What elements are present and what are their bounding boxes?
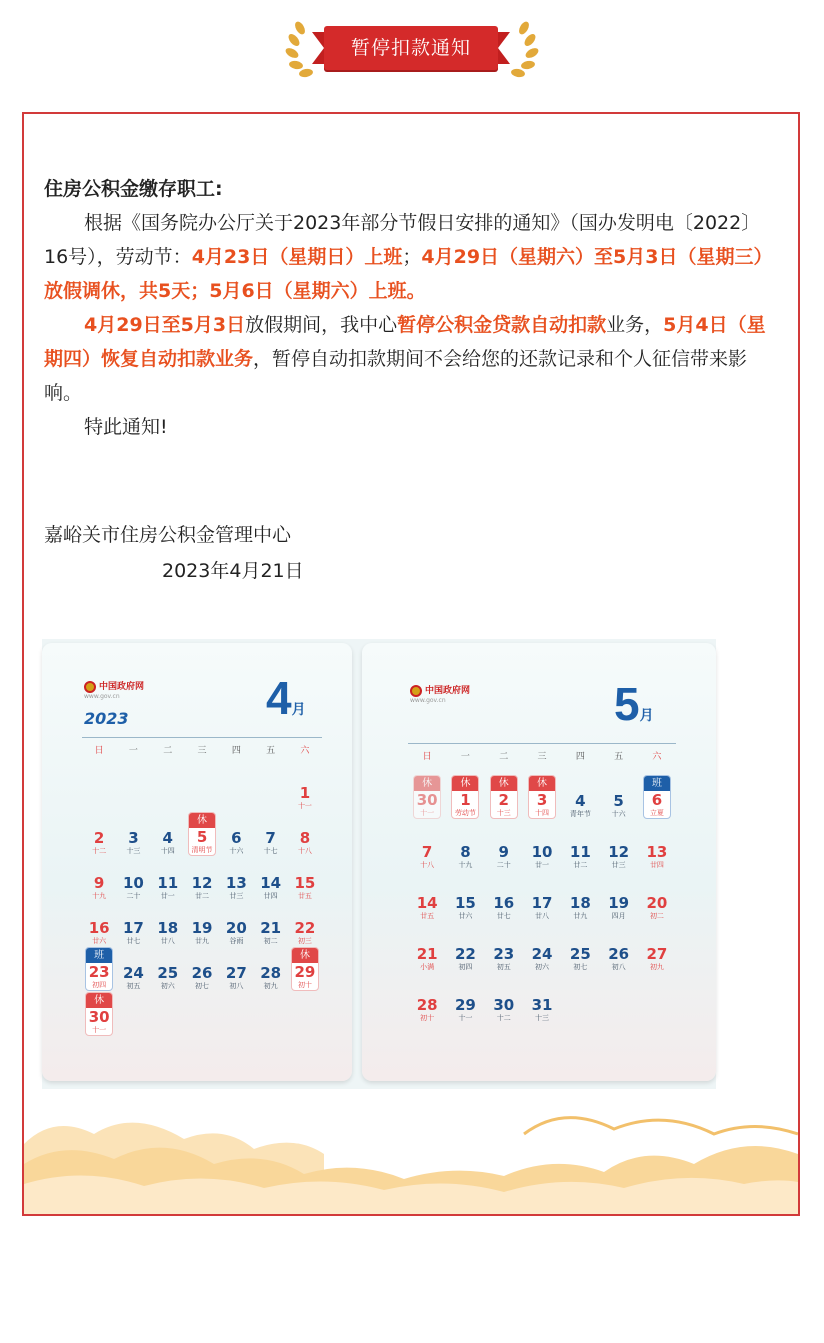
body-text: 业务， (606, 314, 664, 336)
day-number: 18 (569, 894, 591, 912)
month-num: 5 (614, 678, 640, 730)
lunar-label: 清明节 (191, 846, 213, 854)
workday-tag: 班 (644, 776, 670, 791)
lunar-label: 劳动节 (454, 809, 476, 817)
lunar-label: 十八 (297, 847, 312, 855)
calendar-day (257, 875, 285, 901)
highlight-text: 4月29日（星期六）至5月3日（星期三）放假调休，共5天；5月6日（星期六）上班。 (44, 246, 773, 302)
calendar-day (605, 793, 633, 819)
calendar-day (291, 920, 319, 946)
weekday-label: 日 (422, 752, 432, 762)
lunar-label: 初八 (611, 963, 626, 971)
lunar-label: 十三 (535, 1014, 550, 1022)
lunar-label: 四月 (611, 912, 626, 920)
lunar-label: 十六 (229, 847, 244, 855)
calendar-day (154, 965, 182, 991)
month-suffix: 月 (639, 707, 654, 723)
calendar-year: 2023 (84, 709, 129, 728)
day-number: 22 (455, 945, 476, 963)
gov-url: www.gov.cn (84, 692, 120, 700)
lunar-label: 初八 (229, 982, 244, 990)
signature: 嘉峪关市住房公积金管理中心 (44, 524, 292, 546)
month-number (614, 677, 654, 731)
lunar-label: 初三 (297, 937, 312, 945)
lunar-label: 十一 (297, 802, 312, 810)
day-number: 20 (225, 919, 247, 937)
calendar-day (528, 844, 556, 870)
body-text: 放假期间，我中心 (245, 314, 398, 336)
day-number: 21 (416, 945, 438, 963)
lunar-label: 初九 (649, 963, 664, 971)
month-number (266, 671, 306, 725)
greeting: 住房公积金缴存职工: (44, 178, 223, 200)
lunar-label: 廿八 (160, 937, 175, 945)
calendar-day (451, 946, 479, 972)
calendar-day (566, 844, 594, 870)
lunar-label: 廿七 (496, 912, 511, 920)
paragraph-1 (44, 206, 784, 308)
lunar-label: 初五 (496, 963, 511, 971)
national-emblem-icon (84, 681, 96, 693)
calendar-day (528, 775, 556, 819)
lunar-label: 青年节 (569, 810, 591, 818)
holiday-tag: 休 (189, 813, 215, 828)
lunar-label: 二十 (496, 861, 511, 869)
gov-url: www.gov.cn (410, 696, 446, 704)
body-text: ，暂停自动扣款期间不会给您的还款记录和个人征信带来影响。 (44, 348, 748, 404)
weekday-label: 二 (163, 746, 173, 756)
day-number: 8 (299, 829, 311, 847)
day-number: 29 (294, 963, 316, 981)
holiday-tag: 休 (414, 776, 440, 791)
weekday-label: 二 (499, 752, 509, 762)
lunar-label: 十九 (458, 861, 473, 869)
lunar-label: 十六 (611, 810, 626, 818)
holiday-tag: 休 (491, 776, 517, 791)
lunar-label: 廿六 (92, 937, 107, 945)
calendar-day (451, 844, 479, 870)
calendar-day (257, 830, 285, 856)
calendar-day (291, 785, 319, 811)
lunar-label: 廿一 (535, 861, 550, 869)
calendar-day (291, 947, 319, 991)
lunar-label: 廿六 (458, 912, 473, 920)
day-number: 28 (260, 964, 282, 982)
day-number: 8 (460, 843, 471, 861)
calendar-day (566, 946, 594, 972)
lunar-label: 廿二 (195, 892, 210, 900)
day-number: 1 (299, 784, 311, 802)
day-number: 27 (646, 945, 668, 963)
calendar-day (222, 920, 250, 946)
title-banner (278, 18, 546, 80)
calendar-day (451, 775, 479, 819)
day-number: 21 (260, 919, 282, 937)
lunar-label: 十二 (92, 847, 107, 855)
lunar-label: 十一 (92, 1026, 107, 1034)
lunar-label: 十三 (126, 847, 141, 855)
body-text: ； (402, 246, 422, 268)
lunar-label: 立夏 (649, 809, 664, 817)
calendar-day (188, 965, 216, 991)
holiday-calendar-image (42, 639, 716, 1089)
day-number: 1 (460, 791, 471, 809)
day-number: 12 (608, 843, 630, 861)
highlight-text: 暂停公积金贷款自动扣款 (397, 314, 607, 336)
day-number: 6 (231, 829, 242, 847)
calendar-day (413, 775, 441, 819)
calendar-day (154, 875, 182, 901)
day-number: 14 (260, 874, 282, 892)
lunar-label: 十九 (92, 892, 107, 900)
calendar-day (222, 875, 250, 901)
calendar-day (528, 997, 556, 1023)
month-num: 4 (266, 672, 292, 724)
day-number: 2 (93, 829, 105, 847)
lunar-label: 初五 (126, 982, 141, 990)
day-number: 9 (498, 843, 509, 861)
day-number: 15 (294, 874, 316, 892)
calendar-rule (408, 743, 676, 744)
calendar-day (490, 844, 518, 870)
lunar-label: 小满 (420, 963, 435, 971)
notice-date: 2023年4月21日 (162, 560, 304, 582)
calendar-day (413, 997, 441, 1023)
day-number: 19 (608, 894, 630, 912)
day-number: 30 (493, 996, 515, 1014)
calendar-day (119, 830, 147, 856)
highlight-text: 4月23日（星期日）上班 (191, 246, 403, 268)
day-number: 30 (88, 1008, 110, 1026)
gov-brand: 中国政府网 (99, 682, 145, 692)
day-number: 13 (225, 874, 247, 892)
weekday-label: 四 (231, 746, 241, 756)
lunar-label: 廿五 (420, 912, 435, 920)
calendar-day (257, 920, 285, 946)
day-number: 26 (608, 945, 630, 963)
gov-brand: 中国政府网 (425, 686, 471, 696)
weekday-label: 五 (614, 752, 624, 762)
lunar-label: 初六 (160, 982, 175, 990)
calendar-day (222, 965, 250, 991)
day-number: 7 (421, 843, 433, 861)
calendar-day (188, 812, 216, 856)
lunar-label: 谷雨 (229, 937, 244, 945)
lunar-label: 廿四 (649, 861, 664, 869)
calendar-day (566, 895, 594, 921)
lunar-label: 十七 (263, 847, 278, 855)
day-number: 9 (93, 874, 105, 892)
holiday-tag: 休 (292, 948, 318, 963)
day-number: 2 (498, 791, 509, 809)
day-number: 28 (416, 996, 438, 1014)
day-number: 26 (191, 964, 213, 982)
lunar-label: 初二 (263, 937, 278, 945)
national-emblem-icon (410, 685, 422, 697)
lunar-label: 廿七 (126, 937, 141, 945)
day-number: 23 (493, 945, 515, 963)
weekday-label: 五 (266, 746, 276, 756)
lunar-label: 廿三 (229, 892, 244, 900)
weekday-label: 四 (575, 752, 585, 762)
calendar-day (413, 895, 441, 921)
calendar-day (154, 830, 182, 856)
day-number: 25 (157, 964, 179, 982)
calendar-day (85, 920, 113, 946)
paragraph-2 (44, 308, 784, 410)
holiday-tag: 休 (452, 776, 478, 791)
calendar-day (451, 997, 479, 1023)
lunar-label: 初四 (458, 963, 473, 971)
calendar-day (643, 775, 671, 819)
day-number: 3 (128, 829, 139, 847)
day-number: 4 (162, 829, 173, 847)
day-number: 4 (575, 792, 586, 810)
calendar-day (413, 946, 441, 972)
calendar-day (413, 844, 441, 870)
lunar-label: 廿一 (160, 892, 175, 900)
body-text: 根据《国务院办公厅关于2023年部分节假日安排的通知》（国办发明电〔2022〕16号），劳动节： (44, 212, 761, 268)
lunar-label: 十一 (420, 809, 435, 817)
lunar-label: 廿五 (297, 892, 312, 900)
calendar-day (643, 895, 671, 921)
day-number: 13 (646, 843, 668, 861)
day-number: 16 (493, 894, 515, 912)
day-number: 19 (191, 919, 213, 937)
day-number: 5 (613, 792, 624, 810)
day-number: 5 (196, 828, 208, 846)
day-number: 17 (531, 894, 553, 912)
calendar-day (566, 793, 594, 819)
lunar-label: 十三 (496, 809, 511, 817)
lunar-label: 初七 (195, 982, 210, 990)
calendar-day (154, 920, 182, 946)
calendar-day (490, 775, 518, 819)
lunar-label: 初十 (297, 981, 312, 989)
lunar-label: 初六 (535, 963, 550, 971)
calendar-day (490, 946, 518, 972)
calendar-april (42, 643, 352, 1081)
day-number: 29 (455, 996, 476, 1014)
weekday-label: 三 (197, 746, 207, 756)
calendar-day (643, 946, 671, 972)
workday-tag: 班 (86, 948, 112, 963)
day-number: 23 (88, 963, 110, 981)
day-number: 10 (531, 843, 553, 861)
day-number: 16 (88, 919, 110, 937)
calendar-day (222, 830, 250, 856)
calendar-day (490, 895, 518, 921)
holiday-tag: 休 (86, 993, 112, 1008)
lunar-label: 二十 (126, 892, 141, 900)
lunar-label: 廿九 (573, 912, 588, 920)
day-number: 24 (531, 945, 553, 963)
calendar-day (119, 965, 147, 991)
laurel-right-icon (506, 18, 546, 80)
day-number: 20 (646, 894, 668, 912)
weekday-label: 三 (537, 752, 547, 762)
highlight-text: 5月4日（星期四）恢复自动扣款业务 (44, 314, 766, 370)
day-number: 10 (123, 874, 144, 892)
calendar-day (119, 920, 147, 946)
weekday-label: 六 (652, 752, 662, 762)
day-number: 18 (157, 919, 179, 937)
calendar-day (85, 947, 113, 991)
lunar-label: 初十 (420, 1014, 435, 1022)
day-number: 11 (157, 874, 179, 892)
calendar-day (291, 830, 319, 856)
calendar-day (605, 946, 633, 972)
day-number: 12 (191, 874, 213, 892)
calendar-day (291, 875, 319, 901)
calendar-rule (82, 737, 322, 738)
lunar-label: 十四 (535, 809, 550, 817)
weekday-label: 一 (460, 752, 470, 762)
calendar-day (85, 875, 113, 901)
lunar-label: 廿二 (573, 861, 588, 869)
calendar-day (528, 946, 556, 972)
lunar-label: 十八 (420, 861, 435, 869)
day-number: 17 (123, 919, 144, 937)
banner-title: 暂停扣款通知 (350, 37, 471, 59)
calendar-day (85, 992, 113, 1036)
lunar-label: 初七 (573, 963, 588, 971)
highlight-text: 4月29日至5月3日 (84, 314, 246, 336)
lunar-label: 廿三 (611, 861, 626, 869)
day-number: 6 (651, 791, 663, 809)
lunar-label: 初二 (649, 912, 664, 920)
gov-logo (410, 683, 470, 704)
day-number: 25 (569, 945, 591, 963)
gov-logo (84, 679, 144, 700)
lunar-label: 廿九 (195, 937, 210, 945)
lunar-label: 廿八 (535, 912, 550, 920)
day-number: 11 (569, 843, 591, 861)
calendar-day (85, 830, 113, 856)
calendar-day (257, 965, 285, 991)
calendar-day (188, 875, 216, 901)
calendar-may (362, 643, 716, 1081)
calendar-day (528, 895, 556, 921)
weekday-label: 六 (300, 746, 310, 756)
day-number: 14 (416, 894, 438, 912)
paragraph-3: 特此通知! (84, 416, 168, 438)
day-number: 24 (123, 964, 144, 982)
clouds-decoration (24, 1104, 798, 1214)
lunar-label: 初九 (263, 982, 278, 990)
calendar-day (605, 844, 633, 870)
day-number: 7 (265, 829, 276, 847)
day-number: 22 (294, 919, 316, 937)
lunar-label: 廿四 (263, 892, 278, 900)
day-number: 30 (416, 791, 438, 809)
day-number: 15 (455, 894, 476, 912)
holiday-tag: 休 (529, 776, 555, 791)
month-suffix: 月 (291, 701, 306, 717)
calendar-day (490, 997, 518, 1023)
lunar-label: 十四 (160, 847, 175, 855)
calendar-day (643, 844, 671, 870)
lunar-label: 十一 (458, 1014, 473, 1022)
notice-frame (22, 112, 800, 1216)
weekday-label: 一 (128, 746, 138, 756)
calendar-day (451, 895, 479, 921)
day-number: 31 (531, 996, 553, 1014)
lunar-label: 十二 (496, 1014, 511, 1022)
notice-body (44, 172, 784, 444)
day-number: 27 (225, 964, 247, 982)
calendar-day (119, 875, 147, 901)
day-number: 3 (536, 791, 548, 809)
lunar-label: 初四 (92, 981, 107, 989)
calendar-day (188, 920, 216, 946)
calendar-day (605, 895, 633, 921)
weekday-label: 日 (94, 746, 104, 756)
